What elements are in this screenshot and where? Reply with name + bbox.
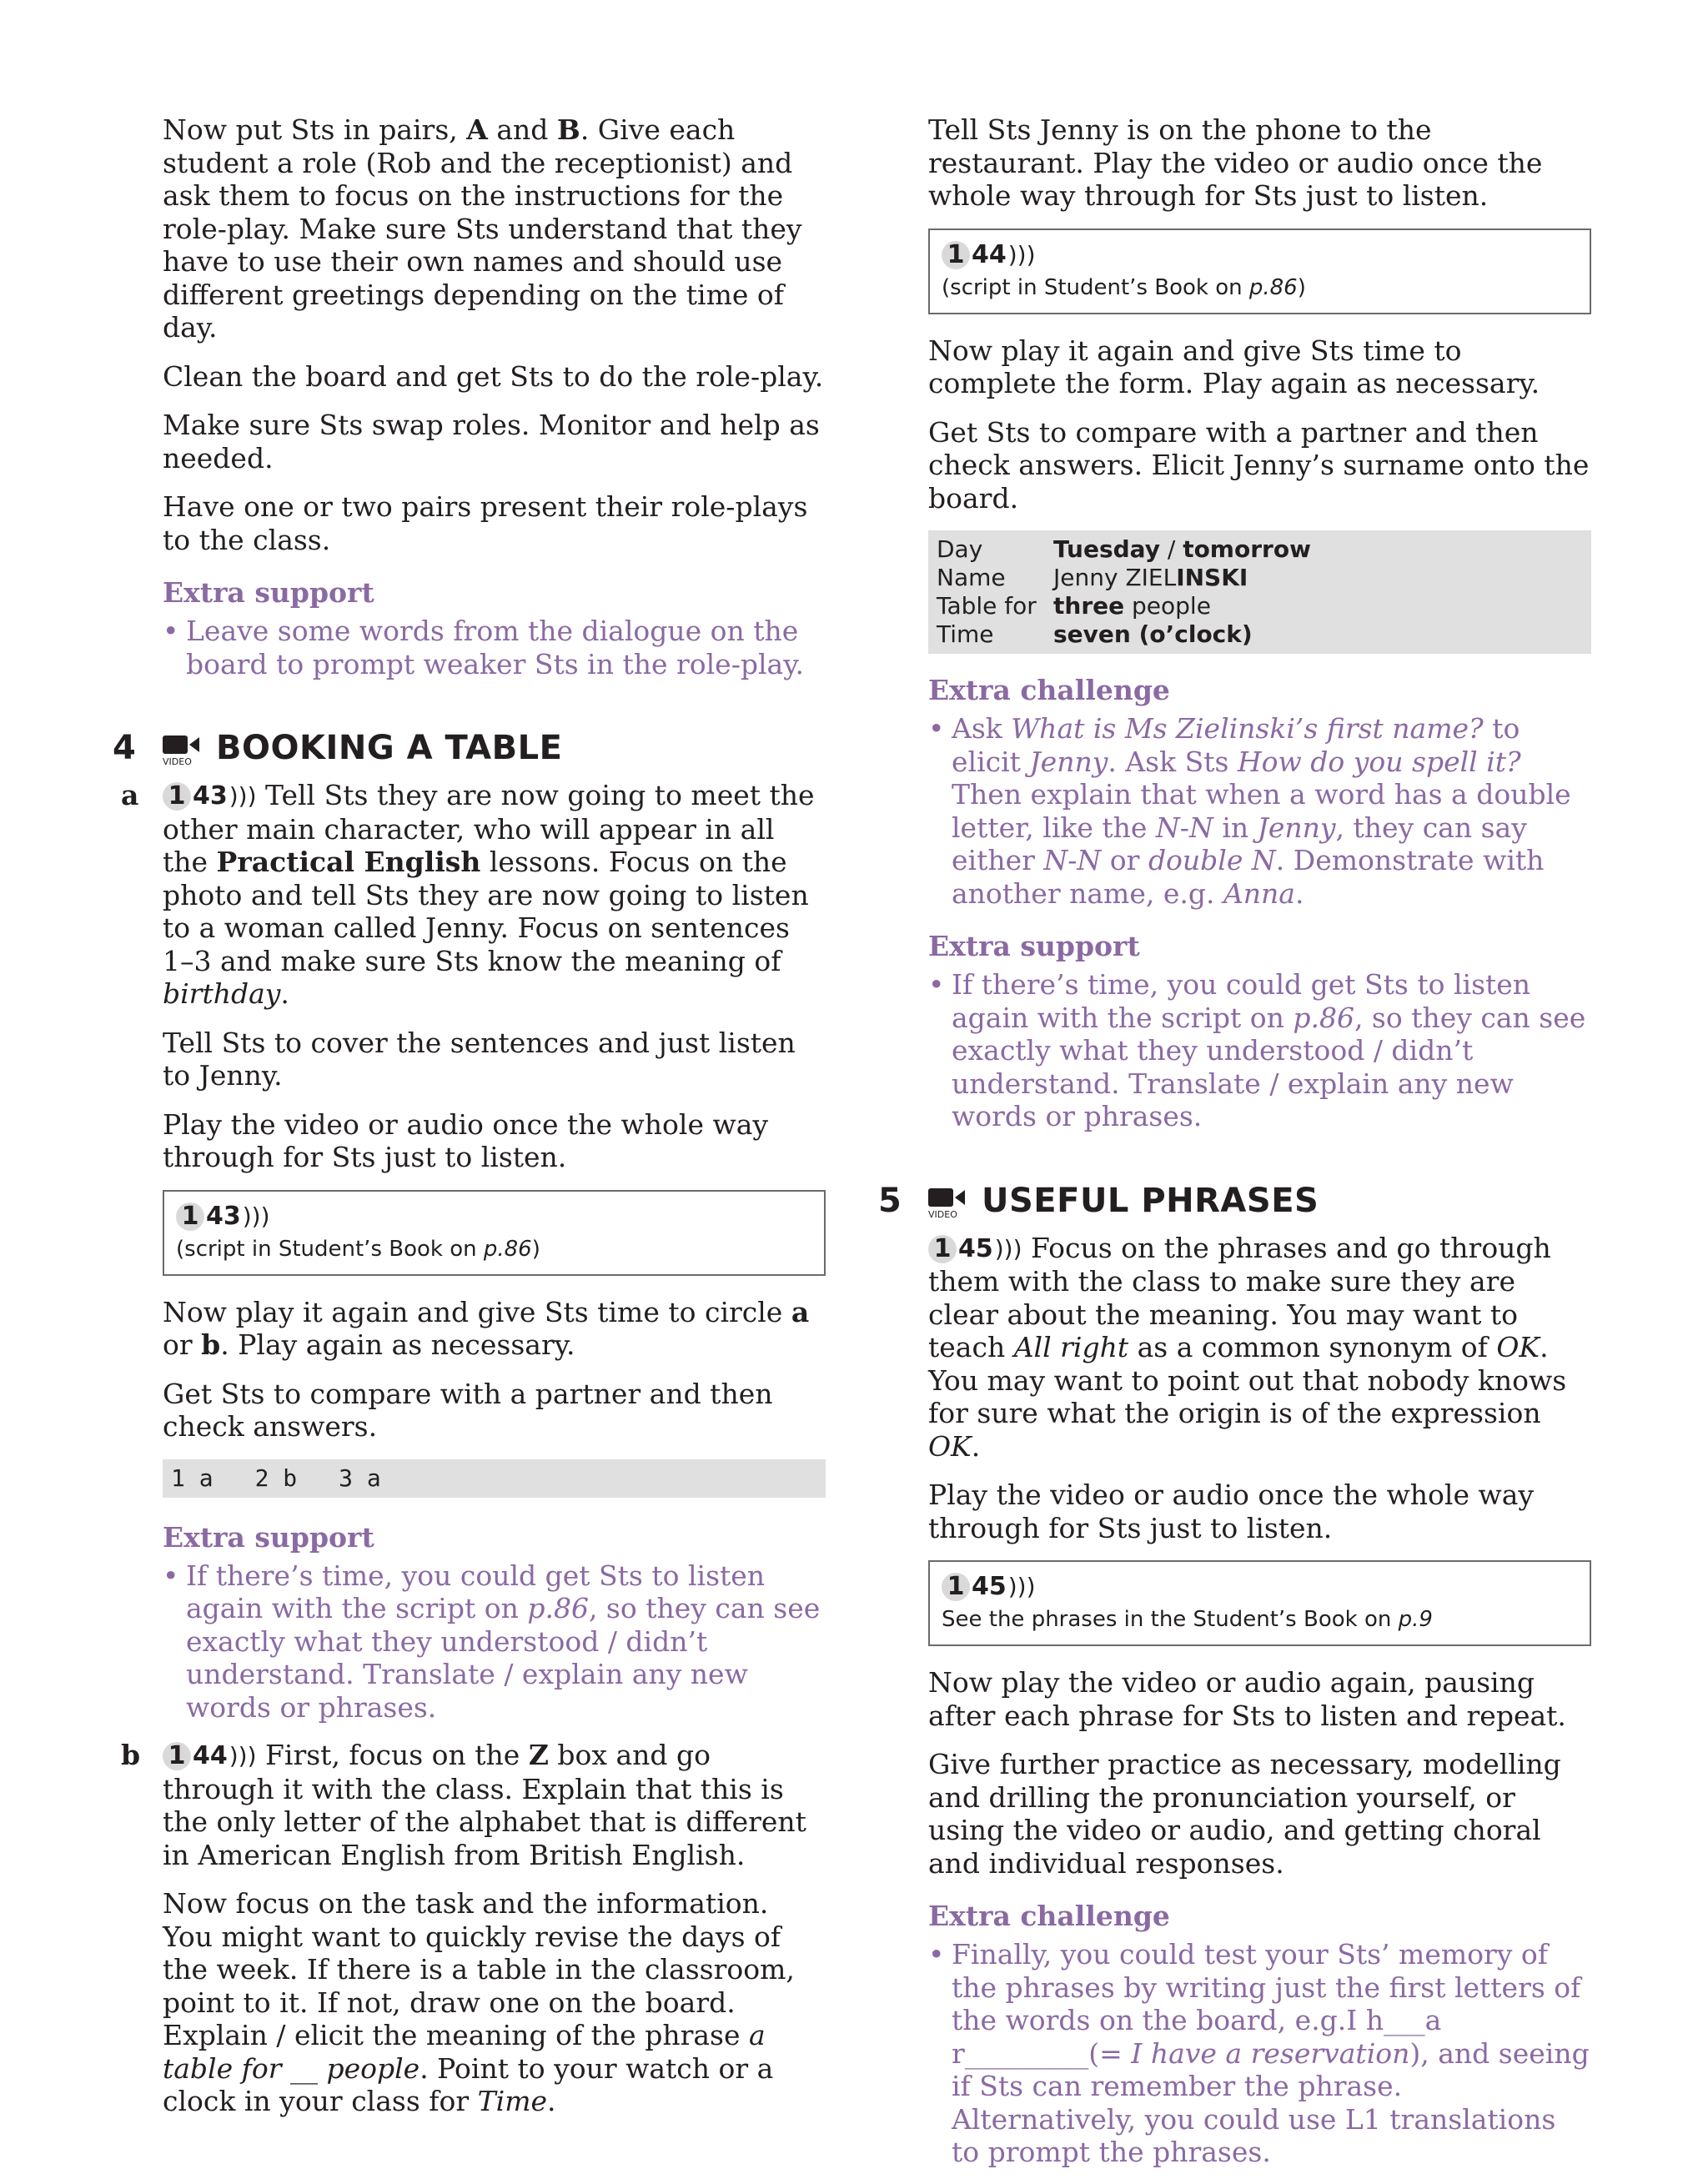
section-5-heading	[878, 1181, 1591, 1220]
paragraph-circle: Now play it again and give Sts time to circle a or b. Play again as necessary.	[163, 1295, 810, 1361]
extra-support-bullet: • If there’s time, you could get Sts to listen again with the script on p.86, so they can see exactly what they understood / didn’t understand. Translate / explain any new words or phrases.	[163, 1559, 821, 1724]
audio-waves-icon: )))	[994, 1234, 1022, 1263]
script-reference: (script in Student’s Book on p.86)	[176, 1236, 540, 1262]
audio-waves-icon: )))	[229, 782, 257, 810]
paragraph-swap-roles: Make sure Sts swap roles. Monitor and help as needed.	[163, 409, 820, 474]
paragraph-play-once: Play the video or audio once the whole way through for Sts just to listen.	[928, 1479, 1535, 1544]
video-camera-icon	[928, 1185, 970, 1218]
audio-track[interactable]: 1 43)))	[176, 1202, 270, 1231]
video-label: VIDEO	[163, 756, 192, 766]
extra-support-bullet: • If there’s time, you could get Sts to listen again with the script on p.86, so they can see exactly what they understood / didn’t understand. Translate / explain any new words or phrases.	[928, 968, 1586, 1132]
paragraph-complete-form: Now play it again and give Sts time to complete the form. Play again as necessary.	[928, 334, 1540, 399]
video-camera-icon	[163, 732, 204, 766]
paragraph-task: Now focus on the task and the information. You might want to quickly revise the days of the week. If there is a table in the classroom, point to it. If not, draw one on the board. Explain / elicit the meaning of the phrase a table for __ people. Point to your watch or a clock in your class for Time.	[163, 1887, 795, 2117]
paragraph-present: Have one or two pairs present their role-plays to the class.	[163, 490, 808, 556]
section-title: USEFUL PHRASES	[982, 1181, 1319, 1220]
extra-support-heading: Extra support	[928, 930, 1140, 962]
left-column	[113, 113, 826, 2134]
audio-track[interactable]: 1 43)))	[163, 780, 257, 813]
right-column	[878, 113, 1591, 2184]
section-title: BOOKING A TABLE	[216, 729, 563, 767]
extra-challenge-heading: Extra challenge	[928, 1900, 1170, 1932]
subsection-b	[121, 1739, 826, 2118]
audio-track[interactable]: 1 44)))	[163, 1740, 257, 1773]
extra-challenge-heading: Extra challenge	[928, 674, 1170, 706]
script-reference: (script in Student’s Book on p.86)	[942, 274, 1306, 300]
extra-support-heading: Extra support	[163, 576, 374, 609]
paragraph-phone: Tell Sts Jenny is on the phone to the restaurant. Play the video or audio once the whole way through for Sts just to listen.	[928, 113, 1543, 212]
extra-challenge-bullet: • Finally, you could test your Sts’ memory of the phrases by writing just the first letters of the words on the board, e.g.I h___a r_________(= I have a reservation), and seeing if Sts can remember the phrase. Alternatively, you could use L1 translations to prompt the phrases.	[928, 1938, 1590, 2168]
subsection-letter: b	[121, 1739, 141, 1771]
form-row-day: Day Tuesday / tomorrow	[937, 535, 1311, 563]
section-4-heading	[113, 729, 826, 767]
paragraph-elicit-surname: Get Sts to compare with a partner and then check answers. Elicit Jenny’s surname onto the board.	[928, 415, 1590, 515]
audio-waves-icon: )))	[1007, 240, 1036, 269]
answer-key: 1 a 2 b 3 a	[163, 1459, 826, 1498]
audio-waves-icon: )))	[242, 1202, 270, 1230]
subsection-letter: a	[121, 779, 139, 811]
section-number: 5	[878, 1181, 902, 1220]
audio-track[interactable]: 1 45)))	[942, 1572, 1036, 1601]
extra-support-bullet: • Leave some words from the dialogue on the board to prompt weaker Sts in the role-play.	[163, 615, 804, 680]
audio-waves-icon: )))	[1007, 1573, 1036, 1600]
paragraph-phrases: 1 45))) Focus on the phrases and go through them with the class to make sure they are clear about the meaning. You may want to teach All right as a common synonym of OK. You may want to point out that nobody knows for sure what the origin is of the expression OK.	[928, 1231, 1567, 1463]
paragraph-play-once: Play the video or audio once the whole way through for Sts just to listen.	[163, 1107, 769, 1173]
script-box	[928, 228, 1591, 314]
script-reference: See the phrases in the Student’s Book on p.9	[942, 1607, 1433, 1632]
audio-waves-icon: )))	[229, 1742, 257, 1770]
script-box	[928, 1560, 1591, 1646]
form-row-name: Name Jenny ZIELINSKI	[937, 564, 1248, 591]
extra-support-heading: Extra support	[163, 1520, 374, 1554]
video-label: VIDEO	[928, 1208, 957, 1218]
answer-form	[928, 530, 1591, 654]
audio-track[interactable]: 1 44)))	[942, 240, 1036, 269]
paragraph-compare: Get Sts to compare with a partner and then check answers.	[163, 1377, 773, 1443]
paragraph-repeat: Now play the video or audio again, pausing after each phrase for Sts to listen and repeat.	[928, 1666, 1566, 1732]
section-number: 4	[113, 729, 136, 767]
paragraph-clean-board: Clean the board and get Sts to do the role-play.	[163, 359, 824, 393]
paragraph-further-practice: Give further practice as necessary, modelling and drilling the pronunciation yourself, or using the video or audio, and getting choral and individual responses.	[928, 1748, 1561, 1880]
audio-track[interactable]: 1 45)))	[928, 1233, 1022, 1266]
form-row-table: Table for three people	[937, 592, 1211, 620]
paragraph-z-box: 1 44))) First, focus on the Z box and go through it with the class. Explain that this is the only letter of the alphabet that is different in American English from British English.	[163, 1739, 806, 1871]
paragraph-pairs: Now put Sts in pairs, A and B. Give each student a role (Rob and the receptionist) and ask them to focus on the instructions for the role-play. Make sure Sts understand that they have to use their own names and should use different greetings depending on the time of day.	[163, 113, 802, 344]
form-row-time: Time seven (o’clock)	[937, 620, 1253, 648]
extra-challenge-bullet: • Ask What is Ms Zielinski’s first name? to elicit Jenny. Ask Sts How do you spell it? Then explain that when a word has a double letter, like the N-N in Jenny, they can say either N-N or double N. Demonstrate with another name, e.g. Anna.	[928, 712, 1571, 910]
paragraph-meet-jenny: 1 43))) Tell Sts they are now going to meet the other main character, who will appear in all the Practical English lessons. Focus on the photo and tell Sts they are now going to listen to a woman called Jenny. Focus on sentences 1–3 and make sure Sts know the meaning of birthday.	[163, 779, 815, 1010]
script-box	[163, 1190, 826, 1276]
subsection-a	[121, 779, 826, 1724]
paragraph-cover: Tell Sts to cover the sentences and just listen to Jenny.	[163, 1026, 796, 1092]
